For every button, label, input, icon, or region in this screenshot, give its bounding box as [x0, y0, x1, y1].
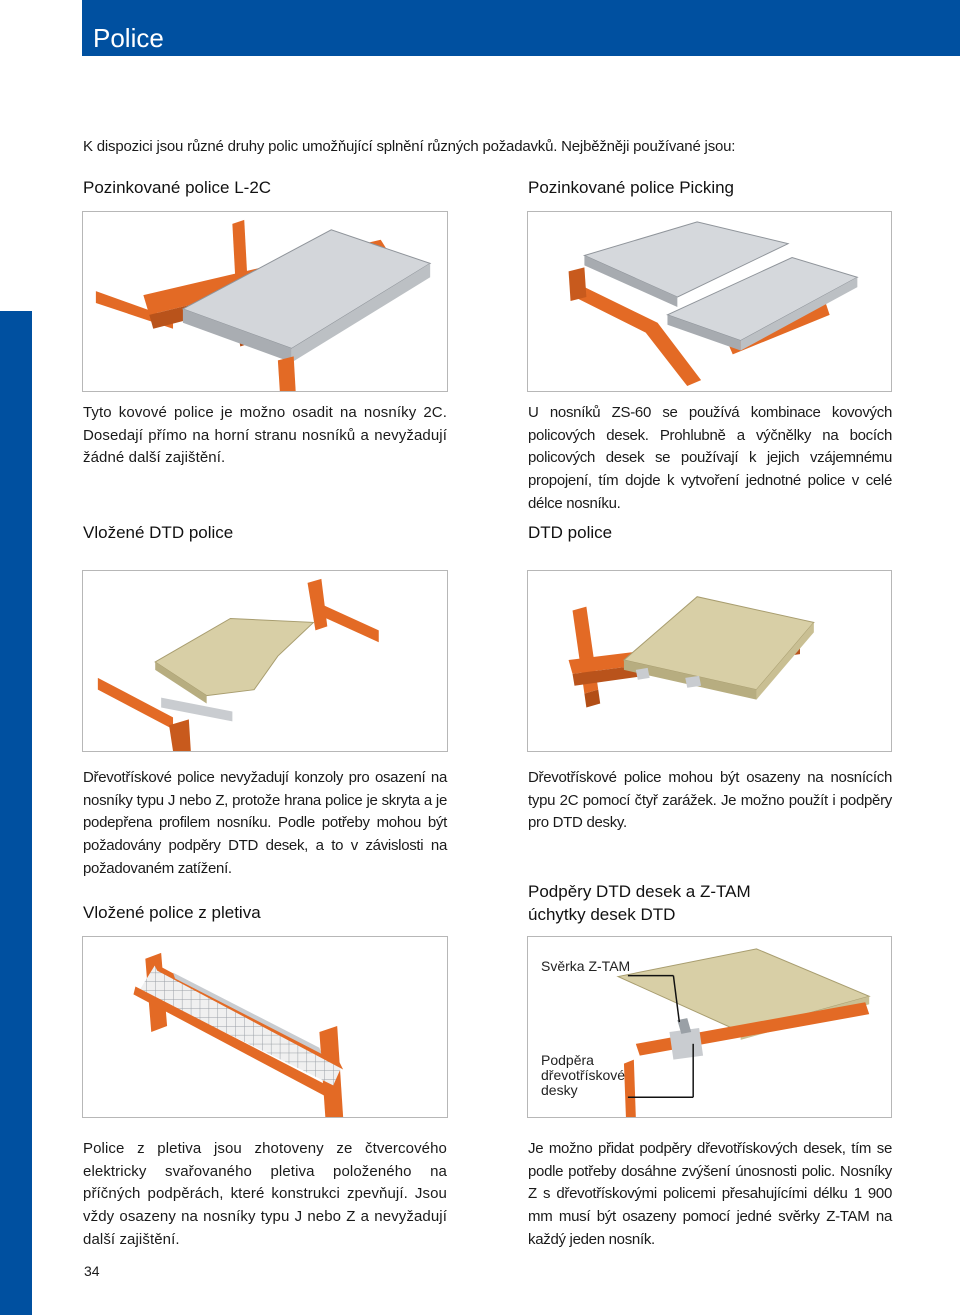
section-title-dtd: DTD police: [528, 523, 613, 542]
pletivo-illustration: [83, 937, 447, 1117]
intro-text: K dispozici jsou různé druhy polic umožňující splnění různých požadavků. Nejběžněji používané jsou:: [83, 138, 736, 155]
image-vlozene-dtd-shelf: [82, 570, 448, 752]
picking-shelf-illustration: [528, 212, 891, 391]
l2c-shelf-illustration: [83, 212, 447, 391]
header-band: [82, 0, 960, 56]
callout-podpera-line3: desky: [541, 1082, 578, 1098]
callout-podpera-line2: dřevotřískové: [541, 1067, 626, 1083]
section-title-vlozene-dtd: Vložené DTD police: [83, 523, 234, 542]
callout-svěrka: Svěrka Z-TAM: [541, 958, 631, 974]
section-text-picking: U nosníků ZS-60 se používá kombinace kovových policových desek. Prohlubně a výčnělky na bocích policových desek se používají k jejich vzájemnému propojení, tím dojde k vytvoření jednotné police v celé délce nosníku.: [528, 404, 892, 512]
image-picking-shelf: [527, 211, 892, 392]
section-title-picking: Pozinkované police Picking: [528, 178, 735, 197]
section-text-vlozene-dtd: Dřevotřískové police nevyžadují konzoly pro osazení na nosníky typu J nebo Z, protože hrana police je skryta a je podepřena profilem nosníku. Podle potřeby mohou být požadovány podpěry DTD desek, a to v závislosti na požadovaném zatížení.: [83, 769, 447, 877]
callout-podpera-line1: Podpěra: [541, 1052, 594, 1068]
section-text-pletivo: Police z pletiva jsou zhotoveny ze čtvercového elektricky svařovaného pletiva položeného na příčných podpěrách, které konstrukci zpevňují. Jsou vždy osazeny na nosníky typu J nebo Z a nevyžadují další zajištění.: [83, 1140, 447, 1248]
section-title-l2c: Pozinkované police L-2C: [83, 178, 272, 197]
section-title-pletivo: Vložené police z pletiva: [83, 903, 261, 922]
side-accent-bar: [0, 311, 32, 1315]
section-title-podpery-line2: úchytky desek DTD: [528, 905, 676, 924]
image-pletivo-shelf: [82, 936, 448, 1118]
page-number: 34: [84, 1263, 100, 1279]
image-dtd-shelf: [527, 570, 892, 752]
image-podpery-shelf: [527, 936, 892, 1118]
section-text-dtd: Dřevotřískové police mohou být osazeny na nosnících typu 2C pomocí čtyř zarážek. Je možno použít i podpěry pro DTD desky.: [528, 769, 892, 832]
page-title: Police: [93, 23, 164, 53]
dtd-illustration: [528, 571, 891, 751]
section-text-l2c: Tyto kovové police je možno osadit na nosníky 2C. Dosedají přímo na horní stranu nosníků a nevyžadují žádné další zajištění.: [83, 404, 447, 467]
image-l2c-shelf: [82, 211, 448, 392]
section-title-podpery-line1: Podpěry DTD desek a Z-TAM: [528, 882, 751, 901]
vlozene-dtd-illustration: [83, 571, 447, 751]
section-text-podpery: Je možno přidat podpěry dřevotřískových desek, tím se podle potřeby dosáhne zvýšení únosnosti polic. Nosníky Z s dřevotřískovými policemi přesahujícími délku 1 900 mm musí být osazeny pomocí jedné svěrky Z-TAM na každý jeden nosník.: [528, 1140, 892, 1248]
